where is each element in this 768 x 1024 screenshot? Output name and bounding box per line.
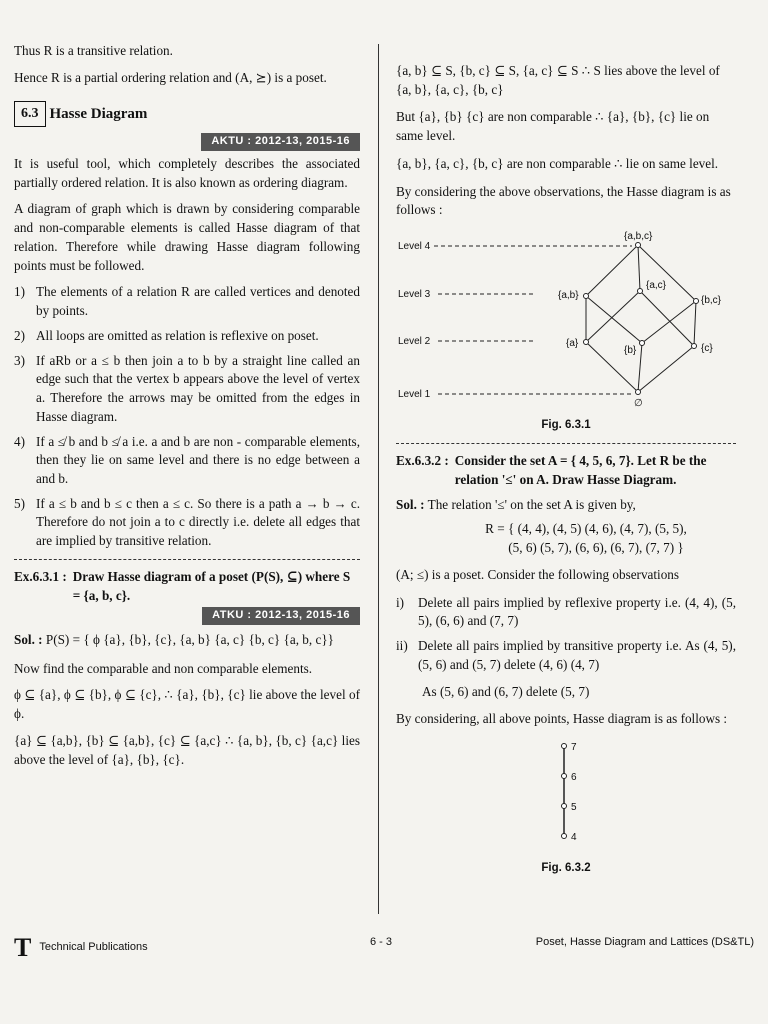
- node-ab-label: {a,b}: [558, 290, 579, 302]
- node-c: [692, 344, 697, 349]
- node-a: [584, 340, 589, 345]
- level-3-label: Level 3: [398, 289, 431, 301]
- pair-noncomparable: {a, b}, {a, c}, {b, c} are non comparable ∴ lie on same level.: [396, 155, 719, 171]
- level-2-label: Level 2: [398, 336, 431, 348]
- hasse-definition: A diagram of graph which is drawn by considering comparable and non-comparable elements is called Hasse diagram of that relation. Therefore while drawing Hasse diagram following points must be followed.: [14, 201, 360, 273]
- node-a-label: {a}: [566, 338, 579, 350]
- list-item: 5) If a ≤ b and b ≤ c then a ≤ c. So there is a path a → b → c. Therefore do not join a to c directly i.e. delete all edges that are implied by transitive relation.: [14, 495, 360, 549]
- level-1-label: Level 1: [398, 389, 431, 401]
- node-abc: [636, 243, 641, 248]
- example-heading: Ex.6.3.2 : Consider the set A = { 4, 5, 6, 7}. Let R be the relation '≤' on A. Draw Hasse Diagram.: [396, 453, 707, 487]
- figure-caption: Fig. 6.3.1: [541, 418, 591, 431]
- hasse-edges: [586, 245, 696, 392]
- list-item: 4) If a ≰ b and b ≰ a i.e. a and b are non - comparable elements, then they lie on same level and there is no edge between a and b.: [14, 433, 360, 486]
- node-ab: [584, 294, 589, 299]
- figure-caption: Fig. 6.3.2: [541, 861, 591, 874]
- list-item: i) Delete all pairs implied by reflexive property i.e. (4, 4), (5, 5), (6, 6) and (7, 7): [396, 594, 736, 629]
- singleton-subset-observation: {a} ⊆ {a,b}, {b} ⊆ {a,b}, {c} ⊆ {a,c} ∴ {a, b}, {b, c} {a,c} lies above the level of {a}, {b}, {c}.: [14, 732, 360, 767]
- publisher-logo: T: [14, 933, 32, 962]
- relation-set-line1: R = { (4, 4), (4, 5) (4, 6), (4, 7), (5, 5),: [485, 521, 687, 537]
- node-7: [562, 744, 567, 749]
- dashed-separator: [14, 559, 360, 560]
- find-comparable: Now find the comparable and non comparable elements.: [14, 660, 313, 676]
- node-5-label: 5: [571, 802, 577, 814]
- level-4-label: Level 4: [398, 241, 431, 253]
- node-b-label: {b}: [624, 345, 637, 357]
- node-empty-label: ∅: [634, 398, 643, 408]
- hasse-intro: It is useful tool, which completely describes the associated partially ordered relation. It is also known as ordering diagram.: [14, 155, 360, 190]
- aktu-badge: AKTU : 2012-13, 2015-16: [201, 133, 360, 151]
- node-ac-label: {a,c}: [646, 280, 667, 292]
- hasse-rules-list: [14, 283, 360, 551]
- observation-list: [396, 594, 736, 675]
- node-empty: [636, 390, 641, 395]
- node-bc: [694, 299, 699, 304]
- right-column: [396, 62, 736, 886]
- hasse-diagram-powerset: [396, 229, 736, 407]
- empty-subset-observation: ϕ ⊆ {a}, ϕ ⊆ {b}, ϕ ⊆ {c}, ∴ {a}, {b}, {c} lie above the level of ϕ.: [14, 687, 360, 722]
- aktu-badge: ATKU : 2012-13, 2015-16: [202, 607, 360, 625]
- left-column: [14, 42, 360, 777]
- chapter-title: Poset, Hasse Diagram and Lattices (DS&TL): [535, 936, 754, 948]
- node-bc-label: {b,c}: [701, 295, 722, 307]
- relation-set-line2: (5, 6) (5, 7), (6, 6), (6, 7), (7, 7) }: [508, 540, 684, 556]
- node-4-label: 4: [571, 832, 577, 844]
- list-item: 2) All loops are omitted as relation is reflexive on poset.: [14, 327, 319, 343]
- list-item: ii) Delete all pairs implied by transitive property i.e. As (4, 5), (5, 6) and (5, 7) delete (4, 6) (4, 7): [396, 638, 736, 672]
- section-number: 6.3: [14, 101, 46, 127]
- page-number: 6 - 3: [370, 936, 393, 948]
- publisher: [14, 935, 148, 961]
- node-7-label: 7: [571, 742, 577, 754]
- page-footer: [14, 933, 754, 962]
- diagram-intro-2: By considering, all above points, Hasse diagram is as follows :: [396, 711, 728, 727]
- list-item: 3) If aRb or a ≤ b then join a to b by a straight line called an edge such that the vertex b appears above the level of vertex a. Therefore the arrows may be omitted from the edges in Hasse diagram.: [14, 352, 360, 424]
- transitive-statement: Thus R is a transitive relation.: [14, 43, 173, 58]
- section-title: Hasse Diagram: [49, 105, 148, 122]
- node-4: [562, 834, 567, 839]
- example-heading: Ex.6.3.1 : Draw Hasse diagram of a poset (P(S), ⊆) where S = {a, b, c}.: [14, 568, 351, 603]
- pair-subset-observation: {a, b} ⊆ S, {b, c} ⊆ S, {a, c} ⊆ S ∴ S lies above the level of {a, b}, {a, c}, {b, c}: [396, 63, 720, 97]
- node-6: [562, 774, 567, 779]
- partial-order-statement: Hence R is a partial ordering relation and (A, ⪰) is a poset.: [14, 69, 327, 85]
- transitive-delete-note: As (5, 6) and (6, 7) delete (5, 7): [422, 683, 590, 699]
- node-5: [562, 804, 567, 809]
- node-6-label: 6: [571, 772, 577, 784]
- node-ac: [638, 289, 643, 294]
- poset-observation: (A; ≤) is a poset. Consider the following observations: [396, 566, 680, 582]
- diagram-intro: By considering the above observations, the Hasse diagram is as follows :: [396, 183, 731, 218]
- column-divider: [378, 44, 379, 914]
- node-c-label: {c}: [701, 343, 713, 355]
- solution-line: Sol. : P(S) = { ϕ {a}, {b}, {c}, {a, b} {a, c} {b, c} {a, b, c}}: [14, 631, 335, 647]
- section-heading: [14, 101, 360, 127]
- singleton-noncomparable: But {a}, {b} {c} are non comparable ∴ {a}, {b}, {c} lie on same level.: [396, 109, 710, 144]
- publisher-name: Technical Publications: [39, 941, 148, 954]
- node-b: [640, 341, 645, 346]
- solution-line: Sol. : The relation '≤' on the set A is given by,: [396, 496, 636, 512]
- node-abc-label: {a,b,c}: [624, 231, 653, 243]
- list-item: 1) The elements of a relation R are called vertices and denoted by points.: [14, 284, 360, 319]
- hasse-diagram-chain: [396, 738, 736, 850]
- dashed-separator: [396, 443, 736, 444]
